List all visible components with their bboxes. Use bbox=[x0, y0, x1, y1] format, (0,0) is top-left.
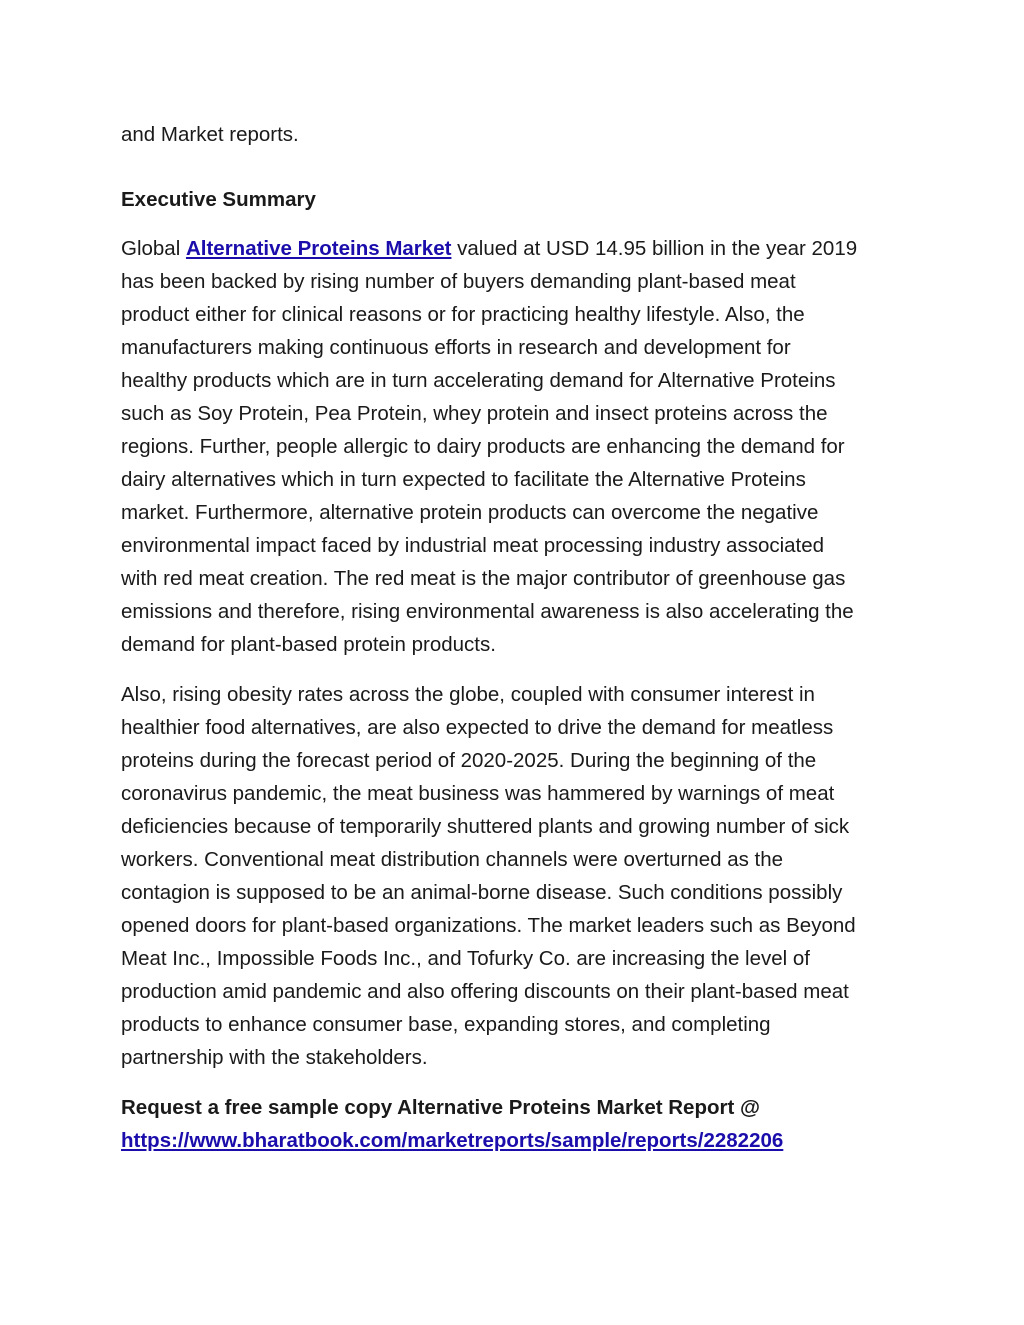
summary-paragraph-1 bbox=[121, 232, 901, 661]
paragraph-line: deficiencies because of temporarily shuttered plants and growing number of sick bbox=[121, 815, 850, 838]
paragraph-line: demand for plant-based protein products. bbox=[121, 633, 496, 656]
sample-report-link[interactable]: https://www.bharatbook.com/marketreports/sample/reports/2282206 bbox=[121, 1129, 784, 1152]
paragraph-line: healthy products which are in turn accelerating demand for Alternative Proteins bbox=[121, 369, 836, 392]
paragraph-line: workers. Conventional meat distribution channels were overturned as the bbox=[121, 848, 784, 871]
paragraph-line: has been backed by rising number of buyers demanding plant-based meat bbox=[121, 270, 796, 293]
paragraph-line: proteins during the forecast period of 2020-2025. During the beginning of the bbox=[121, 749, 817, 772]
sample-request-label: Request a free sample copy Alternative Proteins Market Report @ bbox=[121, 1096, 760, 1119]
lead-text: Global bbox=[121, 237, 186, 260]
paragraph-line: environmental impact faced by industrial meat processing industry associated bbox=[121, 534, 825, 557]
line-rest-text: valued at USD 14.95 billion in the year 2019 bbox=[451, 237, 858, 260]
sample-url-line bbox=[121, 1124, 901, 1157]
paragraph-line: product either for clinical reasons or for practicing healthy lifestyle. Also, the bbox=[121, 303, 805, 326]
paragraph-line: dairy alternatives which in turn expected to facilitate the Alternative Proteins bbox=[121, 468, 806, 491]
paragraph-line: partnership with the stakeholders. bbox=[121, 1046, 428, 1069]
paragraph-line: manufacturers making continuous efforts in research and development for bbox=[121, 336, 791, 359]
paragraph-line: emissions and therefore, rising environmental awareness is also accelerating the bbox=[121, 600, 854, 623]
sample-request-block bbox=[121, 1091, 901, 1157]
paragraph-line: production amid pandemic and also offering discounts on their plant-based meat bbox=[121, 980, 849, 1003]
market-link[interactable]: Alternative Proteins Market bbox=[185, 237, 452, 260]
paragraph-line: with red meat creation. The red meat is the major contributor of greenhouse gas bbox=[121, 567, 846, 590]
summary-paragraph-2 bbox=[121, 678, 901, 1074]
paragraph-line: such as Soy Protein, Pea Protein, whey protein and insect proteins across the bbox=[121, 402, 828, 425]
paragraph-line: healthier food alternatives, are also expected to drive the demand for meatless bbox=[121, 716, 834, 739]
section-heading: Executive Summary bbox=[121, 188, 316, 211]
paragraph-line: Meat Inc., Impossible Foods Inc., and Tofurky Co. are increasing the level of bbox=[121, 947, 810, 970]
paragraph-line: Also, rising obesity rates across the globe, coupled with consumer interest in bbox=[121, 683, 815, 706]
paragraph-line: regions. Further, people allergic to dairy products are enhancing the demand for bbox=[121, 435, 845, 458]
paragraph-line bbox=[121, 232, 901, 265]
paragraph-line: coronavirus pandemic, the meat business was hammered by warnings of meat bbox=[121, 782, 835, 805]
paragraph-line: opened doors for plant-based organizations. The market leaders such as Beyond bbox=[121, 914, 856, 937]
paragraph-line: products to enhance consumer base, expanding stores, and completing bbox=[121, 1013, 771, 1036]
document-page bbox=[121, 118, 901, 1157]
paragraph-line: contagion is supposed to be an animal-borne disease. Such conditions possibly bbox=[121, 881, 843, 904]
paragraph-line: market. Furthermore, alternative protein products can overcome the negative bbox=[121, 501, 819, 524]
intro-text: and Market reports. bbox=[121, 123, 299, 146]
